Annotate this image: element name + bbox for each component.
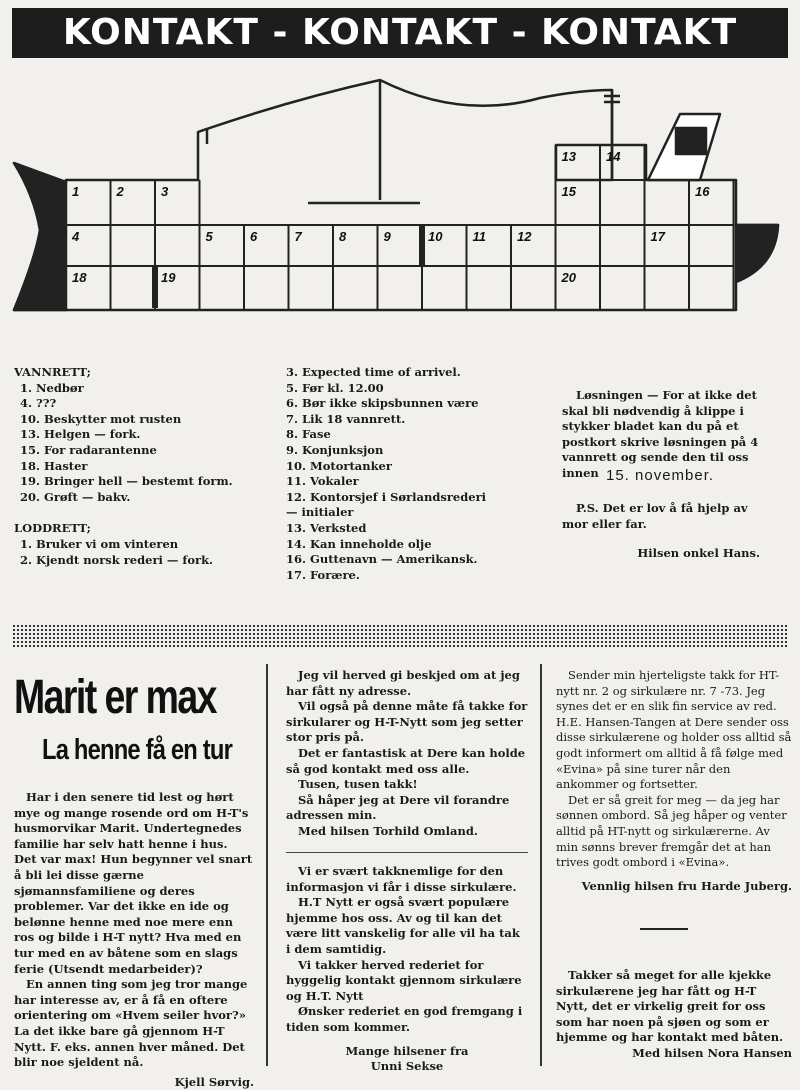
letter-unni-p2: H.T Nytt er også svært populære hjemme hos oss. Av og til kan det være litt vanskelig for alle vil ha tak i dem samtidig. — [286, 895, 520, 956]
grid-number: 6 — [250, 229, 258, 244]
across-title: VANNRETT; — [14, 365, 91, 379]
clue-across-10: 10. Beskytter mot rusten — [20, 411, 182, 426]
grid-number: 9 — [383, 229, 391, 244]
letter-nora — [556, 968, 792, 1062]
down-clues — [286, 365, 496, 583]
letter-harde-p1: Sender min hjerteligste takk for HT-nytt nr. 2 og sirkulære nr. 7 -73. Jeg synes det er en slik fin service av red. H.E. Hansen-Tangen at Dere sender oss disse sirkulærene og holder oss alltid så godt informert om alltid å få følge med «Evina» på sine turer når den ankommer og fortsetter. — [556, 668, 792, 792]
letter-nora-signature: Med hilsen Nora Hansen — [632, 1045, 792, 1060]
solution-ps: P.S. Det er lov å få hjelp av mor eller far. — [562, 501, 748, 531]
letter-unni — [286, 864, 528, 1075]
section-divider — [286, 852, 528, 853]
clue-across-18: 18. Haster — [20, 458, 88, 473]
letter-torhild-p3: Det er fantastisk at Dere kan holde så god kontakt med oss alle. — [286, 745, 526, 776]
letter-harde — [556, 668, 792, 894]
letter-marit-p1: Har i den senere tid lest og hørt mye og mange rosende ord om H-T's husmorvikar Marit. Undertegnedes familie har selv hatt henne i hus. Det var max! Hun begynner vel snart å bli lei disse gærne sjømannsfamiliene og deres problemer. Var det ikke en ide og belønne henne med noe mere enn ros og bilde i H-T nytt? Hva med en tur med en av båtene som en slags ferie (Utsendt medarbeider)? — [14, 790, 253, 976]
letter-torhild-p4: Tusen, tusen takk! — [298, 777, 418, 792]
grid-number: 17 — [650, 229, 665, 244]
grid-block — [420, 225, 424, 266]
hull-outline — [14, 80, 778, 310]
clue-across-15: 15. For radarantenne — [20, 442, 157, 457]
ship-crossword — [0, 70, 800, 330]
clue-down-10: 10. Motortanker — [286, 458, 392, 473]
subheadline: La henne få en tur — [42, 734, 233, 766]
grid-number: 14 — [606, 149, 621, 164]
letter-unni-signature-2: Unni Sekse — [370, 1059, 444, 1074]
banner-title: KONTAKT - KONTAKT - KONTAKT — [12, 8, 788, 58]
solution-greeting: Hilsen onkel Hans. — [637, 546, 760, 561]
solution-text: Løsningen — For at ikke det skal bli nødvendig å klippe i stykker bladet kan du på et postkort skrive løsningen på 4 vannrett og sende den til oss innen — [562, 388, 759, 480]
clue-down-17: 17. Forære. — [286, 567, 360, 582]
clue-down-14: 14. Kan inneholde olje — [286, 536, 432, 551]
short-rule — [640, 928, 688, 930]
across-clues — [14, 365, 234, 568]
grid-number: 2 — [116, 184, 124, 199]
grid-number: 13 — [561, 149, 576, 164]
letter-torhild — [286, 668, 528, 840]
letter-marit-p2: En annen ting som jeg tror mange har interesse av, er å få en oftere orientering om «Hvem seiler hvor?» La det ikke bare gå gjennom H-T Nytt. F. eks. annen hver måned. Det blir noe sjeldent nå. — [14, 977, 248, 1070]
grid-number: 1 — [72, 184, 80, 199]
letter-unni-p3: Vi takker herved rederiet for hyggelig kontakt gjennom sirkulære og H.T. Nytt — [286, 957, 522, 1003]
clue-down-9: 9. Konjunksjon — [286, 442, 384, 457]
letter-torhild-p5: Så håper jeg at Dere vil forandre adressen min. — [286, 792, 510, 823]
grid-number: 10 — [428, 229, 443, 244]
solution-note — [562, 388, 760, 562]
clue-across-20: 20. Grøft — bakv. — [20, 489, 131, 504]
clue-across-4: 4. ??? — [20, 396, 57, 411]
letter-torhild-p6: Med hilsen Torhild Omland. — [298, 823, 478, 838]
dotted-divider — [12, 624, 788, 648]
column-rule-2 — [540, 664, 542, 1066]
letter-torhild-p1: Jeg vil herved gi beskjed om at jeg har fått ny adresse. — [286, 668, 520, 698]
letter-harde-p2: Det er så greit for meg — da jeg har sønnen ombord. Så jeg håper og venter alltid på HT-nytt og sirkulærerne. Av min sønns brever fremgår det at han trives godt ombord i «Evina». — [556, 792, 787, 870]
grid-number: 18 — [72, 270, 87, 285]
letter-unni-p4: Ønsker rederiet en god fremgang i tiden som kommer. — [286, 1004, 523, 1034]
clue-across-19: 19. Bringer hell — bestemt form. — [20, 474, 233, 489]
letter-torhild-p2: Vil også på denne måte få takke for sirkularer og H-T-Nytt som jeg setter stor pris på. — [286, 699, 528, 745]
clue-down-7: 7. Lik 18 vannrett. — [286, 411, 406, 426]
clue-down-5: 5. Før kl. 12.00 — [286, 380, 384, 395]
grid-number: 5 — [205, 229, 213, 244]
headline: Marit er max — [14, 671, 216, 724]
grid-number: 20 — [561, 270, 576, 285]
column-rule-1 — [266, 664, 268, 1066]
letter-unni-p1: Vi er svært takknemlige for den informasjon vi får i disse sirkulære. — [286, 864, 517, 894]
clue-down-1: 1. Bruker vi om vinteren — [20, 536, 179, 551]
grid-number: 11 — [472, 229, 486, 244]
clue-down-6: 6. Bør ikke skipsbunnen være — [286, 396, 479, 411]
letter-harde-signature: Vennlig hilsen fru Harde Juberg. — [581, 878, 792, 893]
clue-down-16: 16. Guttenavn — Amerikansk. — [286, 552, 478, 567]
letter-nora-p1: Takker så meget for alle kjekke sirkulærene jeg har fått og H-T Nytt, det er virkelig greit for oss som har noen på sjøen og som er hjemme og har kontakt med båten. — [556, 968, 784, 1045]
grid-number: 15 — [561, 184, 576, 199]
grid-number: 3 — [161, 184, 169, 199]
clue-down-11: 11. Vokaler — [286, 474, 359, 489]
grid-number: 12 — [517, 229, 532, 244]
clue-down-12: 12. Kontorsjef i Sørlandsrederi — initialer — [286, 489, 486, 520]
solution-date: 15. november. — [606, 466, 715, 484]
clue-down-13: 13. Verksted — [286, 520, 367, 535]
clue-across-13: 13. Helgen — fork. — [20, 427, 141, 442]
letter-marit — [14, 790, 254, 1090]
letter-unni-signature-1: Mange hilsener fra — [345, 1043, 469, 1058]
clue-down-3: 3. Expected time of arrivel. — [286, 365, 461, 379]
clue-down-2: 2. Kjendt norsk rederi — fork. — [20, 552, 214, 567]
down-title: LODDRETT; — [14, 521, 91, 536]
grid-number: 16 — [695, 184, 710, 199]
grid-number: 19 — [161, 270, 176, 285]
clue-across-1: 1. Nedbør — [20, 380, 84, 395]
letter-marit-signature: Kjell Sørvig. — [174, 1074, 254, 1089]
clue-down-8: 8. Fase — [286, 427, 331, 442]
grid-block — [153, 266, 157, 307]
grid-number: 7 — [294, 229, 302, 244]
grid-number: 8 — [339, 229, 347, 244]
grid-number: 4 — [72, 229, 80, 244]
